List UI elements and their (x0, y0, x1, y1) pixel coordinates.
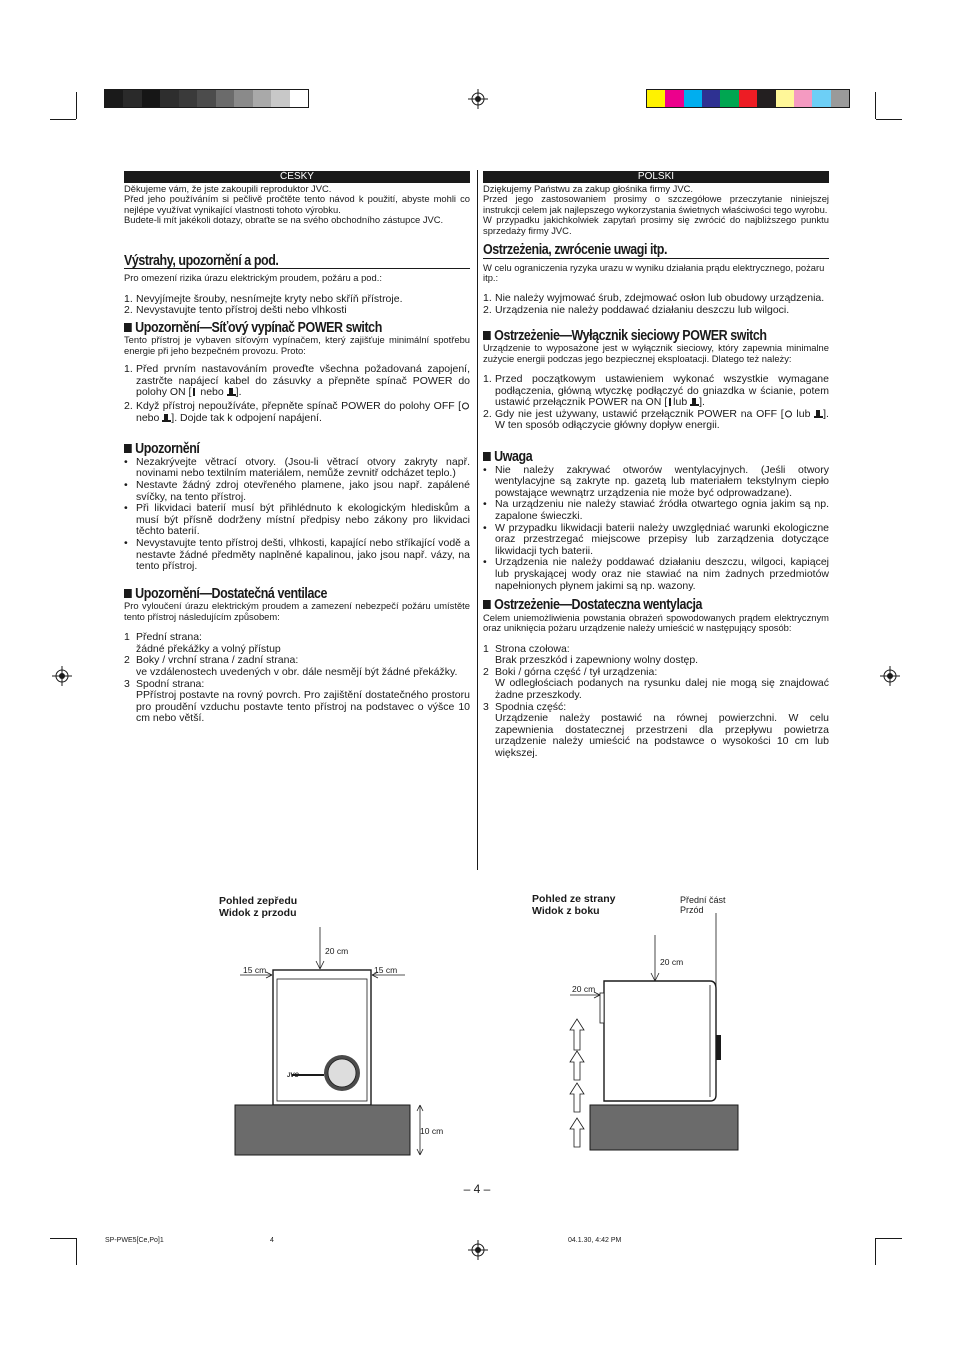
color-swatch (290, 90, 308, 107)
list-item: • Nestavte žádný zdroj otevřeného plamene, jako jsou např. zapálené svíčky, na tento přístroj. (124, 478, 470, 503)
dim-label-side-top: 20 cm (660, 957, 684, 967)
color-swatch (757, 90, 775, 107)
list-item: 1. Před prvním nastavováním proveďte všechna požadovaná zapojení, zastrčte napájecí kabel do zásuvky a přepněte spínač POWER do polohy ON [ nebo ]. (124, 363, 470, 399)
dim-label-left: 15 cm (243, 965, 267, 975)
off-symbol-icon (784, 410, 793, 418)
intro-line: Przed jego zastosowaniem prosimy o szczegółowe przeczytanie niniejszej instrukcji celem jak najlepszego wykorzystania świetnych właściwości tego wyrobu. (483, 193, 829, 215)
list-item: 2. Urządzenia nie należy poddawać działaniu deszczu lub wilgoci. (483, 304, 790, 317)
standby-symbol-icon (162, 414, 171, 422)
side-view-diagram (560, 905, 750, 1155)
front-part-label: Přední část Przód (680, 895, 726, 915)
registration-target-icon (468, 1240, 488, 1260)
color-swatch (105, 90, 123, 107)
intro-line: Před jeho používáním si pečlivě pročtěte tento návod k použití, abyste mohli co nejlépe využívat vynikající vlastnosti tohoto výrobku. (124, 193, 470, 215)
color-swatch (216, 90, 234, 107)
list-item: • Nezakrývejte větrací otvory. (Jsou-li větrací otvory zakryty např. novinami nebo textilním materiálem, nemůže zevnitř odcházet teplo.) (124, 455, 470, 480)
color-swatch (271, 90, 289, 107)
lang-header-pl: POLSKI (483, 171, 829, 183)
list-item: 2. Gdy nie jest używany, ustawić przełącznik POWER na OFF [ lub ]. W ten sposób odłączycie główny dopływ energii. (483, 407, 829, 432)
color-swatch (739, 90, 757, 107)
registration-target-icon (880, 666, 900, 686)
color-swatch (647, 90, 665, 107)
registration-target-icon (52, 666, 72, 686)
front-view-diagram (230, 925, 450, 1160)
section-title-caution-cs: Upozornění (124, 444, 422, 456)
file-code: SP-PWE5[Ce,Po]1 (105, 1237, 164, 1244)
list-item-body: PPřístroj postavte na rovný povrch. Pro zajištění dostatečného prostoru pro proudění vzduchu postavte tento přístroj na podstavec o výšce 10 cm nebo větší. (136, 689, 470, 725)
list-item: 1 Strona czołowa: (483, 642, 570, 655)
section-title-ventilation-pl: Ostrzeżenie—Dostateczna wentylacja (483, 600, 781, 612)
color-swatch (253, 90, 271, 107)
intro-line: W przypadku jakichkolwiek zapytań prosimy się zwrócić do najbliższego punktu sprzedaży firmy JVC. (483, 214, 829, 236)
section-lead: Celem uniemożliwienia powstania obrażeń spowodowanych prądem elektrycznym oraz uniknięcia pożaru urządzenie należy umieścić w następujący sposób: (483, 611, 829, 634)
on-symbol-icon (667, 398, 673, 406)
crop-mark (76, 92, 77, 119)
list-item: • Urządzenia nie należy poddawać działaniu deszczu, wilgoci, kapiącej lub pryskającej wody oraz nie stawiać na nim żadnych przedmiotów napełnionych płynem jakimi są np. wazony. (483, 556, 829, 592)
list-item: • Při likvidaci baterií musí být přihlédnuto k ekologickým hlediskům a musí být přísně dodrženy místní předpisy nebo zákony pro likvidaci těchto baterií. (124, 502, 470, 538)
crop-mark (875, 92, 876, 119)
color-swatch (160, 90, 178, 107)
list-item: • Na urządzeniu nie należy stawiać źródła otwartego ognia jakim są np. zapalone świeczki. (483, 498, 829, 522)
intro-line: Dziękujemy Państwu za zakup głośnika firmy JVC. (483, 183, 693, 194)
on-symbol-icon (191, 388, 197, 396)
list-item-body: Urządzenie należy postawić na równej powierzchni. W celu zapewnienia dostatecznej przestrzeni dla przepływu powietrza urządzenie należy umieścić na podstawce o wysokości 10 cm lub większej. (495, 712, 829, 759)
dim-label-right: 15 cm (374, 965, 398, 975)
lang-header-cs: ČESKY (124, 171, 470, 183)
standby-symbol-icon (690, 398, 699, 406)
color-swatch (234, 90, 252, 107)
process-color-bar (646, 89, 850, 108)
list-item: 2 Boky / vrchní strana / zadní strana: (124, 654, 299, 667)
side-view-label: Pohled ze strany Widok z boku (532, 893, 616, 917)
intro-line: Děkujeme vám, že jste zakoupili reproduktor JVC. (124, 183, 332, 194)
color-swatch (123, 90, 141, 107)
polish-column (483, 184, 829, 759)
color-swatch (720, 90, 738, 107)
page-short: 4 (270, 1237, 274, 1244)
list-item: • Nie należy zakrywać otworów wentylacyjnych. (Jeśli otwory wentylacyjne są zakryte np. gazetą lub materiałem tekstylnym ciepło powstające wewnątrz urządzenia nie może być odprowadzane). (483, 463, 829, 499)
color-swatch (142, 90, 160, 107)
color-swatch (684, 90, 702, 107)
color-swatch (776, 90, 794, 107)
timestamp: 04.1.30, 4:42 PM (568, 1237, 622, 1244)
color-swatch (794, 90, 812, 107)
list-item: • W przypadku likwidacji baterii należy uwzględniać warunki ekologiczne oraz przestrzegać miejscowe przepisy lub zarządzenia dotyczące likwidacji tych baterii. (483, 521, 829, 557)
color-swatch (197, 90, 215, 107)
color-swatch (665, 90, 683, 107)
section-lead: Urządzenie to wyposażone jest w wyłącznik sieciowy, który zapewnia minimalne zużycie energii podczas jego bezpiecznej eksploatacji. Dlatego też należy: (483, 342, 829, 364)
crop-mark (50, 1238, 76, 1239)
section-lead: Pro omezení rizika úrazu elektrickým proudem, požáru a pod.: (124, 272, 382, 284)
crop-mark (76, 1238, 77, 1265)
color-swatch (702, 90, 720, 107)
standby-symbol-icon (814, 410, 823, 418)
list-item: 1. Nie należy wyjmować śrub, zdejmować osłon lub obudowy urządzenia. (483, 292, 825, 305)
crop-mark (876, 119, 902, 120)
brand-logo: JVC (287, 1073, 299, 1079)
off-symbol-icon (461, 402, 470, 410)
page-number: – 4 – (463, 1182, 491, 1196)
list-item-body: ve vzdálenostech uvedených v obr. dále nesmějí být žádné překážky. (136, 665, 458, 678)
list-item: • Nevystavujte tento přístroj dešti, vlhkosti, kapající nebo stříkající vodě a nestavte žádné předměty naplněné kapalinou, jako jsou např. vázy, na tento přístroj. (124, 536, 470, 573)
list-item: 2 Boki / górna część / tył urządzenia: (483, 665, 658, 678)
intro-pl (483, 184, 829, 236)
list-item-body: W odległościach podanych na rysunku dalej nie mogą się znajdować żadne przeszkody. (495, 677, 829, 701)
dim-label-top: 20 cm (325, 946, 349, 956)
front-view-label: Pohled zepředu Widok z przodu (219, 895, 298, 919)
column-divider (477, 170, 478, 870)
section-lead: W celu ograniczenia ryzyka urazu w wyniku działania prądu elektrycznego, pożaru itp.: (483, 261, 825, 284)
section-title-warnings-pl: Ostrzeżenia, zwrócenie uwagi itp. (483, 245, 829, 259)
list-item: 2. Nevystavujte tento přístroj dešti nebo vlhkosti (124, 304, 347, 317)
color-swatch (831, 90, 849, 107)
section-lead: Pro vyloučení úrazu elektrickým proudem a zamezení nebezpečí požáru umístěte tento přístroj následujícím způsobem: (124, 600, 470, 622)
intro-cs (124, 184, 470, 226)
crop-mark (875, 1238, 876, 1265)
section-title-power-cs: Upozornění—Síťový vypínač POWER switch (124, 323, 422, 335)
czech-column (124, 184, 470, 725)
section-title-power-pl: Ostrzeżenie—Wyłącznik sieciowy POWER switch (483, 331, 781, 343)
section-lead: Tento přístroj je vybaven síťovým vypínačem, který zajišťuje minimální spotřebu energie při jeho bezpečném provozu. Proto: (124, 334, 470, 356)
list-item: 1. Przed początkowym ustawieniem wykonać wszystkie wymagane podłączenia, główną wtyczkę podłączyć do gniazdka w ścianie, potem ustawić przełącznik POWER na ON [ lub ]. (483, 373, 829, 409)
section-title-caution-pl: Uwaga (483, 452, 781, 464)
list-item: 2. Když přístroj nepoužíváte, přepněte spínač POWER do polohy OFF [ nebo ]. Dojde tak k odpojení napájení. (124, 401, 470, 424)
crop-mark (876, 1238, 902, 1239)
list-item: 1. Nevyjímejte šrouby, nesnímejte kryty nebo skříň přístroje. (124, 292, 403, 305)
section-title-warnings-cs: Výstrahy, upozornění a pod. (124, 256, 470, 270)
dim-label-base: 10 cm (420, 1126, 444, 1136)
color-swatch (179, 90, 197, 107)
registration-target-icon (468, 89, 488, 109)
intro-line: Budete-li mít jakékoli dotazy, obraťte se na svého obchodního zástupce JVC. (124, 214, 444, 226)
list-item-body: Brak przeszkód i zapewniony wolny dostęp. (495, 654, 699, 667)
standby-symbol-icon (227, 388, 236, 396)
list-item: 3 Spodnia część: (483, 700, 567, 713)
color-swatch (812, 90, 830, 107)
grayscale-color-bar (104, 89, 309, 108)
section-title-ventilation-cs: Upozornění—Dostatečná ventilace (124, 589, 422, 601)
list-item-body: žádné překážky a volný přístup (136, 642, 281, 655)
dim-label-side-back: 20 cm (572, 984, 596, 994)
list-item: 1 Přední strana: (124, 631, 202, 644)
crop-mark (50, 119, 76, 120)
list-item: 3 Spodní strana: (124, 677, 205, 690)
